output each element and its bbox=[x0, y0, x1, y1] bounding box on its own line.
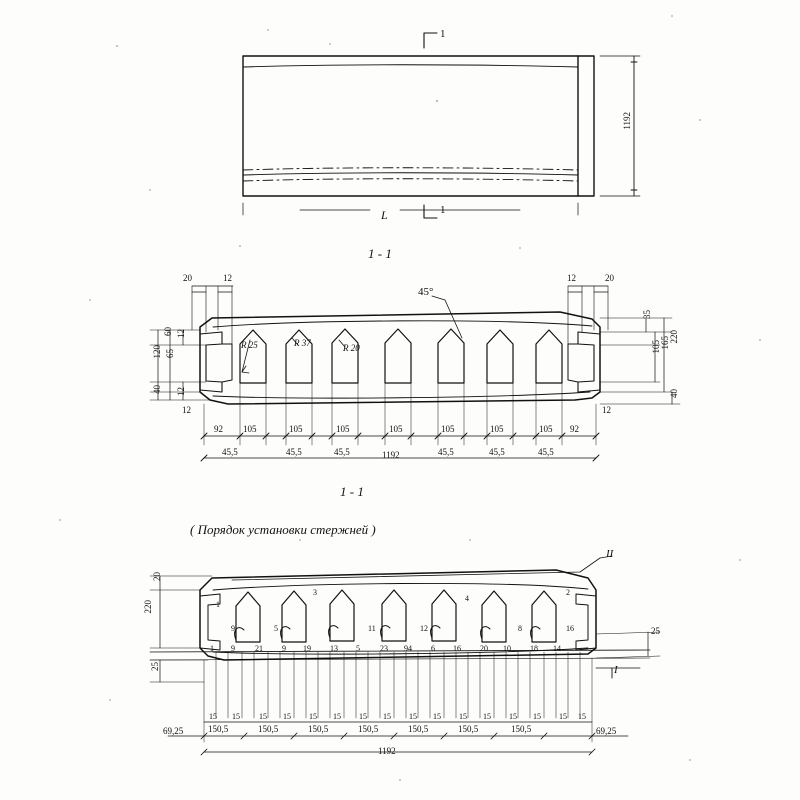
half-dim-5: 45,5 bbox=[538, 447, 554, 457]
bar-num-inner-1: 5 bbox=[274, 624, 278, 633]
chain-dim-8: 92 bbox=[570, 424, 579, 434]
small-dim-8: 15 bbox=[409, 712, 417, 721]
bar-num-row-11: 20 bbox=[480, 644, 488, 653]
rebar-dim-top-20: 20 bbox=[152, 572, 162, 581]
chain-150-2: 150,5 bbox=[308, 724, 329, 734]
dim-left-v-12b: 12 bbox=[176, 387, 186, 396]
half-dim-0: 45,5 bbox=[222, 447, 238, 457]
bar-num-top-2: 4 bbox=[465, 594, 469, 603]
plan-height-dim: 1192 bbox=[622, 112, 632, 130]
edge-dim-left: 69,25 bbox=[163, 726, 184, 736]
dim-right-v-165: 165 bbox=[660, 336, 670, 350]
half-dim-4: 45,5 bbox=[489, 447, 505, 457]
dim-right-v-220: 220 bbox=[669, 330, 679, 344]
small-dim-1: 15 bbox=[232, 712, 240, 721]
rebar-dim-right-25: 25 bbox=[651, 626, 660, 636]
small-dim-4: 15 bbox=[309, 712, 317, 721]
chain-dim-5: 105 bbox=[441, 424, 455, 434]
small-dim-2: 15 bbox=[259, 712, 267, 721]
half-dim-2: 45,5 bbox=[334, 447, 350, 457]
small-dim-12: 15 bbox=[509, 712, 517, 721]
bar-num-inner-0: 9 bbox=[231, 624, 235, 633]
chain-dim-1: 105 bbox=[243, 424, 257, 434]
chain-dim-7: 105 bbox=[539, 424, 553, 434]
bar-num-top-3: 2 bbox=[566, 588, 570, 597]
small-dim-13: 15 bbox=[533, 712, 541, 721]
dim-right-20: 20 bbox=[605, 273, 614, 283]
small-dim-6: 15 bbox=[359, 712, 367, 721]
rebar-dim-height-220: 220 bbox=[143, 600, 153, 614]
dim-left-v-65: 65 bbox=[165, 349, 175, 358]
dim-left-v-12a: 12 bbox=[176, 329, 186, 338]
small-dim-14: 15 bbox=[559, 712, 567, 721]
caption-section-1-1-top: 1 - 1 bbox=[368, 246, 392, 261]
dim-left-bottom-12: 12 bbox=[182, 405, 191, 415]
bar-num-row-4: 19 bbox=[303, 644, 311, 653]
rebar-section-caption: ( Порядок установки стержней ) bbox=[190, 522, 376, 537]
section-mark-top: 1 bbox=[440, 28, 446, 40]
angle-45-label: 45° bbox=[418, 286, 434, 298]
small-dim-0: 15 bbox=[209, 712, 217, 721]
half-dim-3: 45,5 bbox=[438, 447, 454, 457]
bar-num-row-14: 14 bbox=[553, 644, 561, 653]
bar-num-row-12: 10 bbox=[503, 644, 511, 653]
bar-num-row-3: 9 bbox=[282, 644, 286, 653]
rebar-overall-dim: 1192 bbox=[378, 746, 396, 756]
small-dim-9: 15 bbox=[433, 712, 441, 721]
small-dim-5: 15 bbox=[333, 712, 341, 721]
marker-II: II bbox=[606, 548, 614, 560]
dim-right-v-35: 35 bbox=[642, 310, 652, 319]
bar-num-row-2: 21 bbox=[255, 644, 263, 653]
section-mark-bottom: 1 bbox=[440, 204, 446, 216]
chain-150-6: 150,5 bbox=[511, 724, 532, 734]
marker-I-right: I bbox=[614, 664, 618, 676]
overall-dim-1192: 1192 bbox=[382, 450, 400, 460]
chain-150-5: 150,5 bbox=[458, 724, 479, 734]
bar-num-row-10: 16 bbox=[453, 644, 461, 653]
caption-section-1-1-bottom: 1 - 1 bbox=[340, 484, 364, 499]
bar-num-row-7: 23 bbox=[380, 644, 388, 653]
dim-left-12: 12 bbox=[223, 273, 232, 283]
small-dim-7: 15 bbox=[383, 712, 391, 721]
small-dim-15: 15 bbox=[578, 712, 586, 721]
bar-num-top-1: 3 bbox=[313, 588, 317, 597]
radius-label-r37: R 37 bbox=[294, 338, 311, 348]
dim-right-bottom-12: 12 bbox=[602, 405, 611, 415]
dim-right-12: 12 bbox=[567, 273, 576, 283]
chain-dim-4: 105 bbox=[389, 424, 403, 434]
length-label: L bbox=[381, 208, 388, 222]
chain-dim-6: 105 bbox=[490, 424, 504, 434]
bar-num-row-6: 5 bbox=[356, 644, 360, 653]
bar-num-row-5: 13 bbox=[330, 644, 338, 653]
rebar-dim-bottom-25: 25 bbox=[150, 662, 160, 671]
bar-num-inner-2: 11 bbox=[368, 624, 376, 633]
small-dim-11: 15 bbox=[483, 712, 491, 721]
chain-dim-3: 105 bbox=[336, 424, 350, 434]
bar-num-inner-3: 12 bbox=[420, 624, 428, 633]
radius-label-r20: R 20 bbox=[343, 343, 360, 353]
bar-num-inner-4: 8 bbox=[518, 624, 522, 633]
dim-left-20: 20 bbox=[183, 273, 192, 283]
chain-150-1: 150,5 bbox=[258, 724, 279, 734]
chain-150-3: 150,5 bbox=[358, 724, 379, 734]
bar-num-row-9: 6 bbox=[431, 644, 435, 653]
bar-num-inner-5: 16 bbox=[566, 624, 574, 633]
dim-left-v-40: 40 bbox=[152, 385, 162, 394]
radius-label-r25: R 25 bbox=[241, 340, 258, 350]
bar-num-top-0: 1 bbox=[216, 600, 220, 609]
dim-left-v-60: 60 bbox=[163, 327, 173, 336]
small-dim-3: 15 bbox=[283, 712, 291, 721]
dim-right-v-40: 40 bbox=[669, 389, 679, 398]
small-dim-10: 15 bbox=[459, 712, 467, 721]
chain-150-0: 150,5 bbox=[208, 724, 229, 734]
bar-num-row-1: 9 bbox=[231, 644, 235, 653]
dim-left-v-120: 120 bbox=[152, 345, 162, 359]
dim-right-v-105: 105 bbox=[651, 340, 661, 354]
chain-dim-0: 92 bbox=[214, 424, 223, 434]
bar-num-row-8: 94 bbox=[404, 644, 412, 653]
edge-dim-right: 69,25 bbox=[596, 726, 617, 736]
bar-num-row-13: 18 bbox=[530, 644, 538, 653]
chain-dim-2: 105 bbox=[289, 424, 303, 434]
half-dim-1: 45,5 bbox=[286, 447, 302, 457]
bar-num-row-0: 1 bbox=[210, 644, 214, 653]
chain-150-4: 150,5 bbox=[408, 724, 429, 734]
